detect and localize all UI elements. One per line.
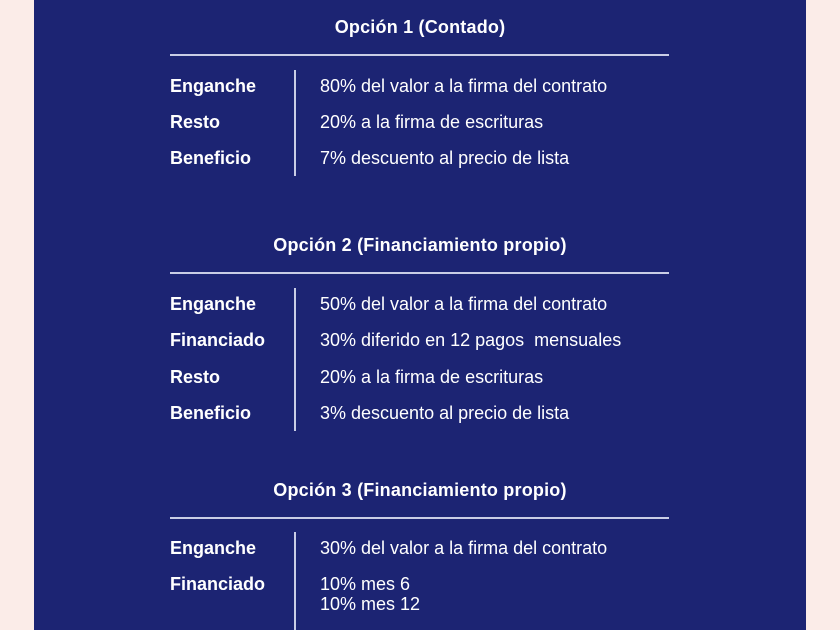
row-value-multiline [320, 574, 420, 614]
table-row [34, 365, 806, 389]
row-value: 30% del valor a la firma del contrato [320, 538, 608, 558]
option-title: Opción 2 (Financiamiento propio) [273, 235, 567, 255]
table-row [34, 572, 806, 620]
row-value-line: 10% mes 6 [320, 574, 411, 594]
row-value: 80% del valor a la firma del contrato [320, 76, 608, 96]
row-value-line: 10% mes 12 [320, 594, 421, 614]
row-value: 20% a la firma de escrituras [320, 112, 544, 132]
row-label: Enganche [170, 294, 257, 314]
row-value: 50% del valor a la firma del contrato [320, 294, 608, 314]
row-label: Enganche [170, 538, 257, 558]
row-value: 3% descuento al precio de lista [320, 403, 570, 423]
table-row [34, 110, 806, 134]
row-label: Financiado [170, 574, 266, 594]
table-row [34, 328, 806, 352]
section-divider [170, 54, 669, 56]
table-row [34, 292, 806, 316]
section-divider [170, 517, 669, 519]
row-label: Financiado [170, 330, 266, 350]
row-label: Enganche [170, 76, 257, 96]
row-label: Resto [170, 367, 221, 387]
option-title: Opción 1 (Contado) [334, 17, 506, 37]
row-label: Beneficio [170, 403, 252, 423]
row-value: 20% a la firma de escrituras [320, 367, 544, 387]
section-divider [170, 272, 669, 274]
table-row [34, 146, 806, 170]
row-value: 30% diferido en 12 pagos mensuales [320, 330, 622, 350]
row-label: Resto [170, 112, 221, 132]
table-row [34, 74, 806, 98]
payment-options-panel [34, 0, 806, 630]
row-value: 7% descuento al precio de lista [320, 148, 570, 168]
table-row [34, 536, 806, 560]
table-row [34, 401, 806, 425]
row-label: Beneficio [170, 148, 252, 168]
option-title: Opción 3 (Financiamiento propio) [273, 480, 567, 500]
